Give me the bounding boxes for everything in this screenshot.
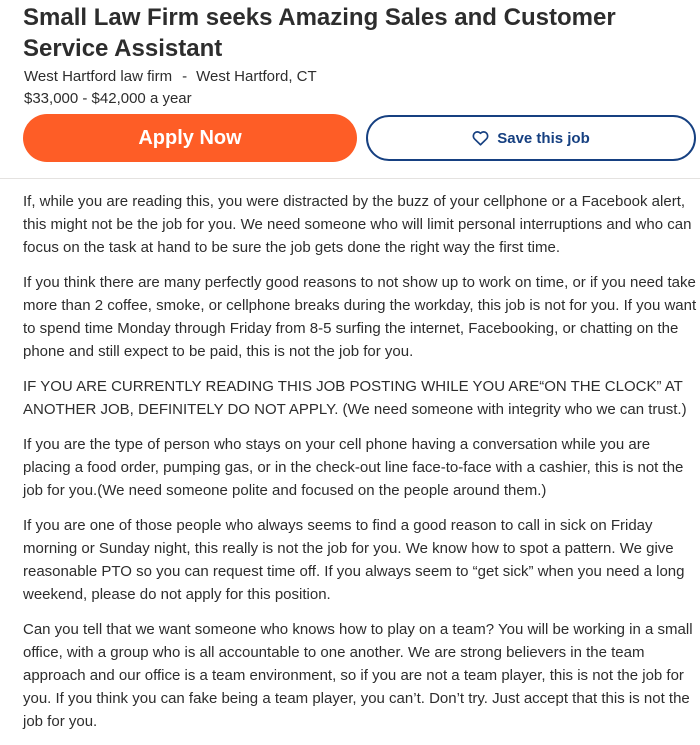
apply-now-button[interactable]: Apply Now [23,114,357,162]
description-paragraph: If you think there are many perfectly good reasons to not show up to work on time, or if you need take more than 2 coffee, smoke, or cellphone breaks during the workday, this job is not for you. If you want to spend time Monday through Friday from 8-5 surfing the internet, Facebooking, or chatting on the phone and still expect to be paid, this is not the job for you. [23,274,697,360]
description-paragraph: Can you tell that we want someone who knows how to play on a team? You will be working in a small office, with a group who is all accountable to one another. We are strong believers in the team approach and our office is a team environment, so if you are not a team player, this is not the job for you. If you think you can fake being a team player, you can’t. Don’t try. Just accept that this is not the job for you. [23,621,693,730]
heart-icon [472,130,489,146]
job-description [23,190,698,745]
company-line [24,67,317,87]
company-name[interactable]: West Hartford law firm [24,68,173,85]
description-paragraph: If you are one of those people who always seems to find a good reason to call in sick on Friday morning or Sunday night, this really is not the job for you. We know how to spot a pattern. We give reasonable PTO so you can request time off. If you always seem to “get sick” when you need a long weekend, please do not apply for this position. [23,517,685,603]
description-paragraph: If, while you are reading this, you were distracted by the buzz of your cellphone or a Facebook alert, this might not be the job for you. We need someone who will limit personal interruptions and who can focus on the task at hand to be sure the job gets done the right way the first time. [23,193,692,256]
job-location: West Hartford, CT [196,68,317,85]
save-job-button[interactable] [366,115,696,161]
header-divider [0,178,700,179]
description-paragraph: If you are the type of person who stays on your cell phone having a conversation while you are placing a food order, pumping gas, or in the check-out line face-to-face with a cashier, this is not the job for you.(We need someone polite and focused on the people around them.) [23,436,684,499]
salary: $33,000 - $42,000 a year [24,90,192,107]
save-job-label: Save this job [497,129,590,147]
description-paragraph: IF YOU ARE CURRENTLY READING THIS JOB POSTING WHILE YOU ARE“ON THE CLOCK” AT ANOTHER JOB, DEFINITELY DO NOT APPLY. (We need someone with integrity who we can trust.) [23,378,687,418]
job-title: Small Law Firm seeks Amazing Sales and Customer Service Assistant [23,4,616,62]
company-location-separator: - [182,68,188,85]
